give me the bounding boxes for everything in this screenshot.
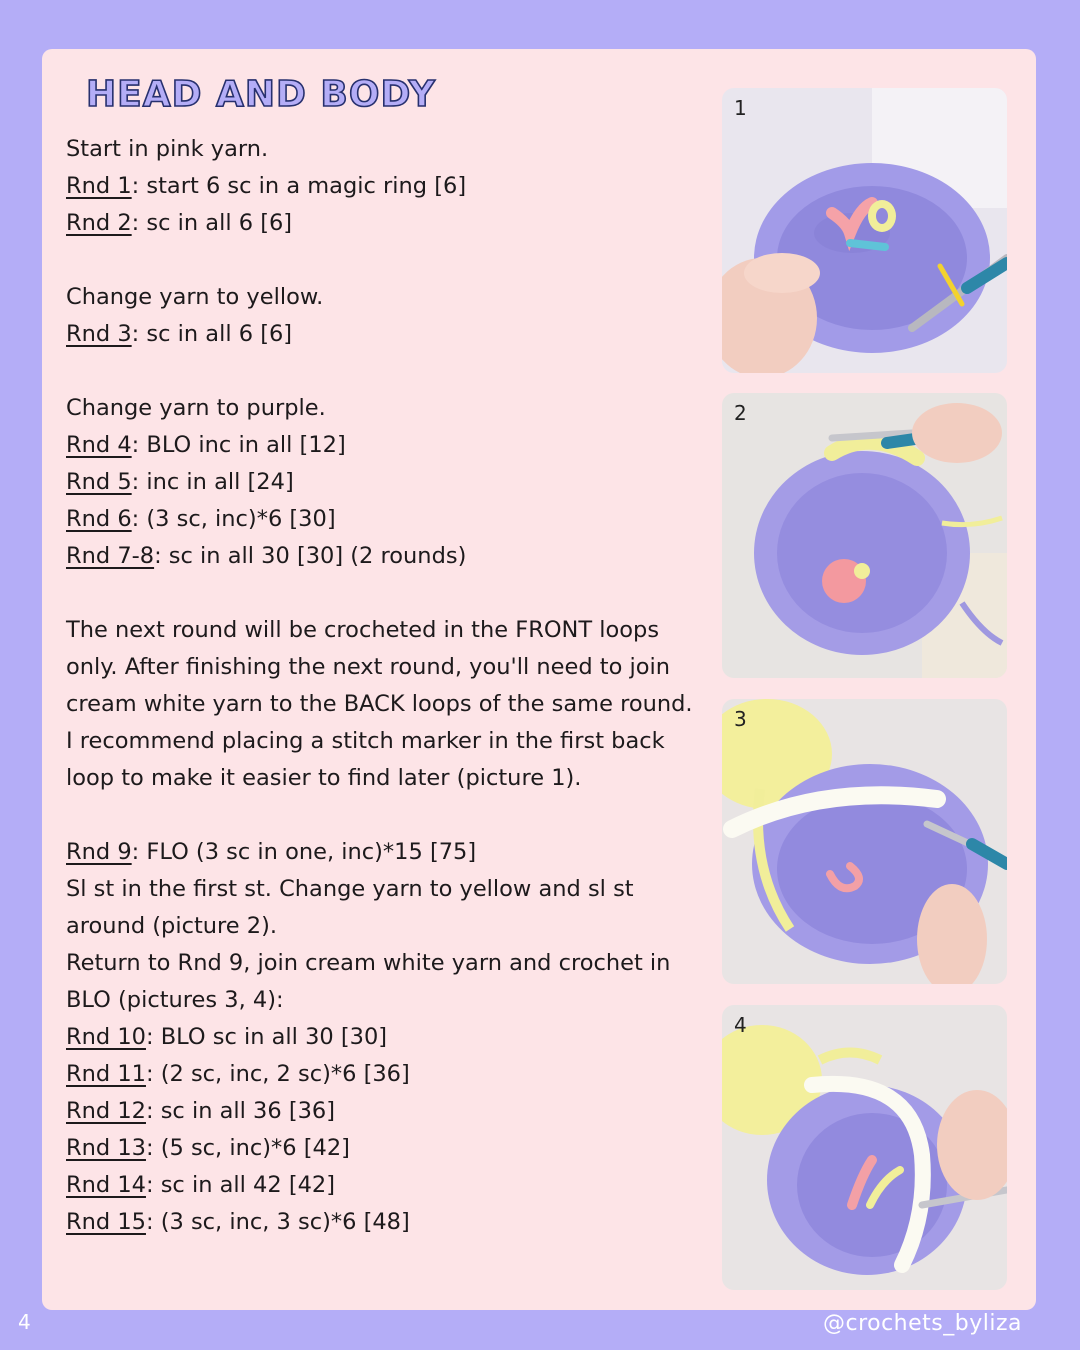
round-label: Rnd 12	[66, 1098, 146, 1124]
round-label: Rnd 7-8	[66, 543, 155, 569]
photo-illustration	[722, 1005, 1007, 1290]
pattern-note: Sl st in the first st. Change yarn to yellow and sl st around (picture 2).	[66, 876, 634, 939]
pattern-round	[66, 1204, 706, 1241]
pattern-note: The next round will be crocheted in the FRONT loops only. After finishing the next round, you'll need to join cream white yarn to the BACK loops of the same round. I recommend placing a stitch marker in the first back loop to make it easier to find later (picture 1).	[66, 617, 693, 791]
progress-photo-2	[722, 393, 1007, 678]
pattern-round	[66, 1056, 706, 1093]
pattern-round	[66, 464, 706, 501]
round-label: Rnd 3	[66, 321, 132, 347]
round-label: Rnd 1	[66, 173, 132, 199]
round-instruction: : FLO (3 sc in one, inc)*15 [75]	[131, 839, 477, 865]
round-label: Rnd 2	[66, 210, 132, 236]
round-instruction: : (3 sc, inc)*6 [30]	[131, 506, 336, 532]
pattern-round	[66, 1019, 706, 1056]
photo-number: 1	[734, 96, 747, 120]
pattern-line: Change yarn to yellow.	[66, 284, 324, 310]
round-label: Rnd 14	[66, 1172, 146, 1198]
photo-illustration	[722, 393, 1007, 678]
round-label: Rnd 5	[66, 469, 132, 495]
round-label: Rnd 4	[66, 432, 132, 458]
pattern-round	[66, 834, 706, 871]
round-label: Rnd 11	[66, 1061, 146, 1087]
pattern-line: Start in pink yarn.	[66, 136, 269, 162]
round-instruction: : BLO inc in all [12]	[131, 432, 346, 458]
pattern-round	[66, 1130, 706, 1167]
round-instruction: : sc in all 6 [6]	[131, 321, 293, 347]
pattern-text	[66, 131, 706, 1241]
round-instruction: : sc in all 42 [42]	[145, 1172, 336, 1198]
pattern-line: Change yarn to purple.	[66, 395, 326, 421]
round-instruction: : (2 sc, inc, 2 sc)*6 [36]	[145, 1061, 410, 1087]
progress-photo-1	[722, 88, 1007, 373]
round-instruction: : inc in all [24]	[131, 469, 294, 495]
photo-number: 4	[734, 1013, 747, 1037]
round-instruction: : sc in all 30 [30] (2 rounds)	[154, 543, 467, 569]
pattern-round	[66, 1093, 706, 1130]
round-instruction: : (5 sc, inc)*6 [42]	[145, 1135, 350, 1161]
photo-illustration	[722, 88, 1007, 373]
progress-photo-4	[722, 1005, 1007, 1290]
round-label: Rnd 10	[66, 1024, 146, 1050]
section-title: HEAD AND BODY	[86, 74, 436, 115]
round-instruction: : sc in all 6 [6]	[131, 210, 293, 236]
pattern-round	[66, 538, 706, 575]
photo-number: 2	[734, 401, 747, 425]
pattern-note: Return to Rnd 9, join cream white yarn and crochet in BLO (pictures 3, 4):	[66, 950, 671, 1013]
round-label: Rnd 9	[66, 839, 132, 865]
round-instruction: : sc in all 36 [36]	[145, 1098, 336, 1124]
round-label: Rnd 13	[66, 1135, 146, 1161]
pattern-round	[66, 1167, 706, 1204]
pattern-round	[66, 205, 706, 242]
page-number: 4	[18, 1310, 31, 1334]
round-instruction: : (3 sc, inc, 3 sc)*6 [48]	[145, 1209, 410, 1235]
photo-illustration	[722, 699, 1007, 984]
pattern-round	[66, 168, 706, 205]
round-label: Rnd 6	[66, 506, 132, 532]
photo-number: 3	[734, 707, 747, 731]
round-label: Rnd 15	[66, 1209, 146, 1235]
round-instruction: : start 6 sc in a magic ring [6]	[131, 173, 467, 199]
pattern-round	[66, 427, 706, 464]
round-instruction: : BLO sc in all 30 [30]	[145, 1024, 388, 1050]
pattern-round	[66, 316, 706, 353]
author-credit: @crochets_byliza	[822, 1311, 1022, 1336]
progress-photo-3	[722, 699, 1007, 984]
pattern-round	[66, 501, 706, 538]
